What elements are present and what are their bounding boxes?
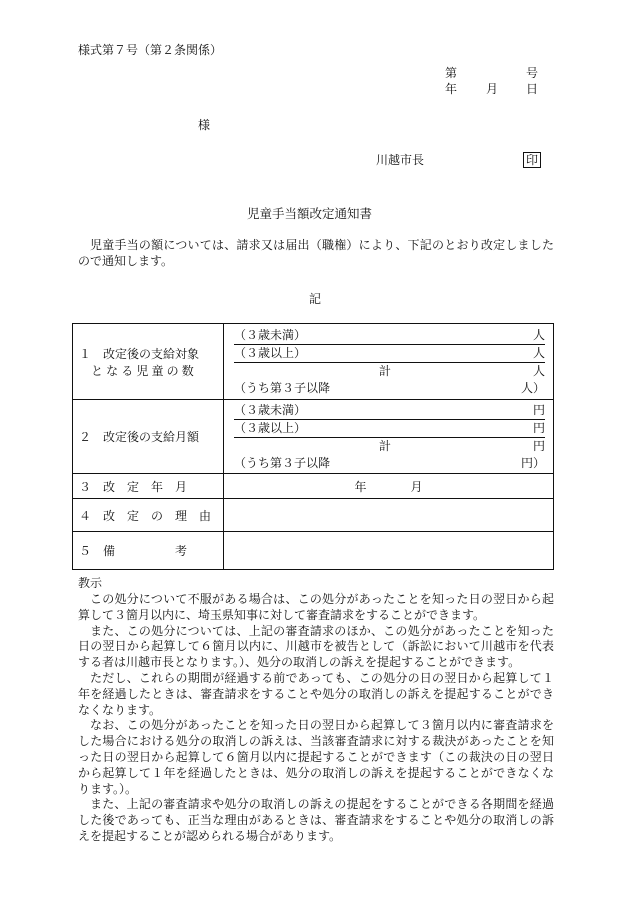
- monthly-amount-values: [224, 400, 554, 474]
- revision-reason-value: [224, 499, 554, 532]
- amount-third-unit: 円）: [520, 455, 545, 470]
- ki-heading: 記: [309, 292, 322, 306]
- revision-month-value: [224, 474, 554, 499]
- children-count-values: [224, 324, 554, 400]
- details-table: [72, 323, 554, 570]
- amount-total-label: 計: [379, 438, 392, 453]
- notice-paragraph-3: ただし、これらの期間が経過する前であっても、この処分の日の翌日から起算して１年を経過したときは、審査請求をすることや処分の取消しの訴えを提起することができなくなります。: [78, 670, 554, 717]
- doc-number-go: 号: [526, 66, 539, 80]
- addressee-sama: 様: [198, 118, 211, 132]
- amount-over3-label: （３歳以上）: [234, 420, 307, 435]
- date-month: 月: [486, 82, 499, 96]
- seal-mark: 印: [523, 152, 541, 168]
- children-under3-label: （３歳未満）: [234, 327, 307, 342]
- revision-month-unit: 月: [410, 479, 423, 494]
- date-year: 年: [445, 82, 458, 96]
- children-under3-unit: 人: [532, 327, 545, 342]
- amount-total-unit: 円: [532, 438, 545, 453]
- notice-heading: 教示: [78, 576, 103, 590]
- amount-over3-unit: 円: [532, 420, 545, 435]
- children-total-label: 計: [379, 363, 392, 378]
- row-remarks: [73, 532, 554, 570]
- children-count-label: [73, 324, 224, 400]
- notice-paragraph-1: この処分について不服がある場合は、この処分があったことを知った日の翌日から起算して３箇月以内に、埼玉県知事に対して審査請求をすることができます。: [78, 592, 554, 622]
- row-revision-month: [73, 474, 554, 499]
- remarks-label: ５ 備 考: [73, 532, 224, 570]
- row-monthly-amount: [73, 400, 554, 474]
- notice-body: [78, 592, 554, 845]
- date-day: 日: [526, 82, 539, 96]
- children-third-label: （うち第３子以降: [234, 380, 331, 395]
- amount-under3-label: （３歳未満）: [234, 402, 307, 417]
- amount-under3-unit: 円: [532, 402, 545, 417]
- revision-month-label: ３ 改 定 年 月: [73, 474, 224, 499]
- children-over3-unit: 人: [532, 345, 545, 360]
- form-label: 様式第７号（第２条関係）: [78, 43, 223, 57]
- doc-number-dai: 第: [445, 66, 458, 80]
- children-third-unit: 人）: [520, 380, 545, 395]
- children-count-label-line2: となる児童の数: [91, 363, 197, 378]
- row-revision-reason: [73, 499, 554, 532]
- row-children-count: [73, 324, 554, 400]
- revision-year-unit: 年: [354, 479, 367, 494]
- notice-paragraph-4: なお、この処分があったことを知った日の翌日から起算して３箇月以内に審査請求をした場合における処分の取消しの訴えは、当該審査請求に対する裁決があったことを知った日の翌日から起算して６箇月以内に提起することができます（この裁決の日の翌日から起算して１年を経過したときは、処分の取消しの訴えを提起することができなくなります。）。: [78, 718, 554, 796]
- notice-paragraph-2: また、この処分については、上記の審査請求のほか、この処分があったことを知った日の翌日から起算して６箇月以内に、川越市を被告として（訴訟において川越市を代表する者は川越市長となります。）、処分の取消しの訴えを提起することができます。: [78, 623, 554, 670]
- revision-reason-label: ４ 改 定 の 理 由: [73, 499, 224, 532]
- remarks-value: [224, 532, 554, 570]
- intro-text: 児童手当の額については、請求又は届出（職権）により、下記のとおり改定しましたので通知します。: [78, 238, 554, 268]
- amount-third-label: （うち第３子以降: [234, 455, 331, 470]
- children-over3-label: （３歳以上）: [234, 345, 307, 360]
- document-title: 児童手当額改定通知書: [247, 206, 373, 221]
- monthly-amount-label: ２ 改定後の支給月額: [73, 400, 224, 474]
- children-count-label-line1: １ 改定後の支給対象: [79, 346, 200, 361]
- notice-paragraph-5: また、上記の審査請求や処分の取消しの訴えの提起をすることができる各期間を経過した後であっても、正当な理由があるときは、審査請求をすることや処分の取消しの訴えを提起することが認められる場合があります。: [78, 797, 554, 843]
- children-total-unit: 人: [532, 363, 545, 378]
- issuer: 川越市長: [376, 153, 425, 167]
